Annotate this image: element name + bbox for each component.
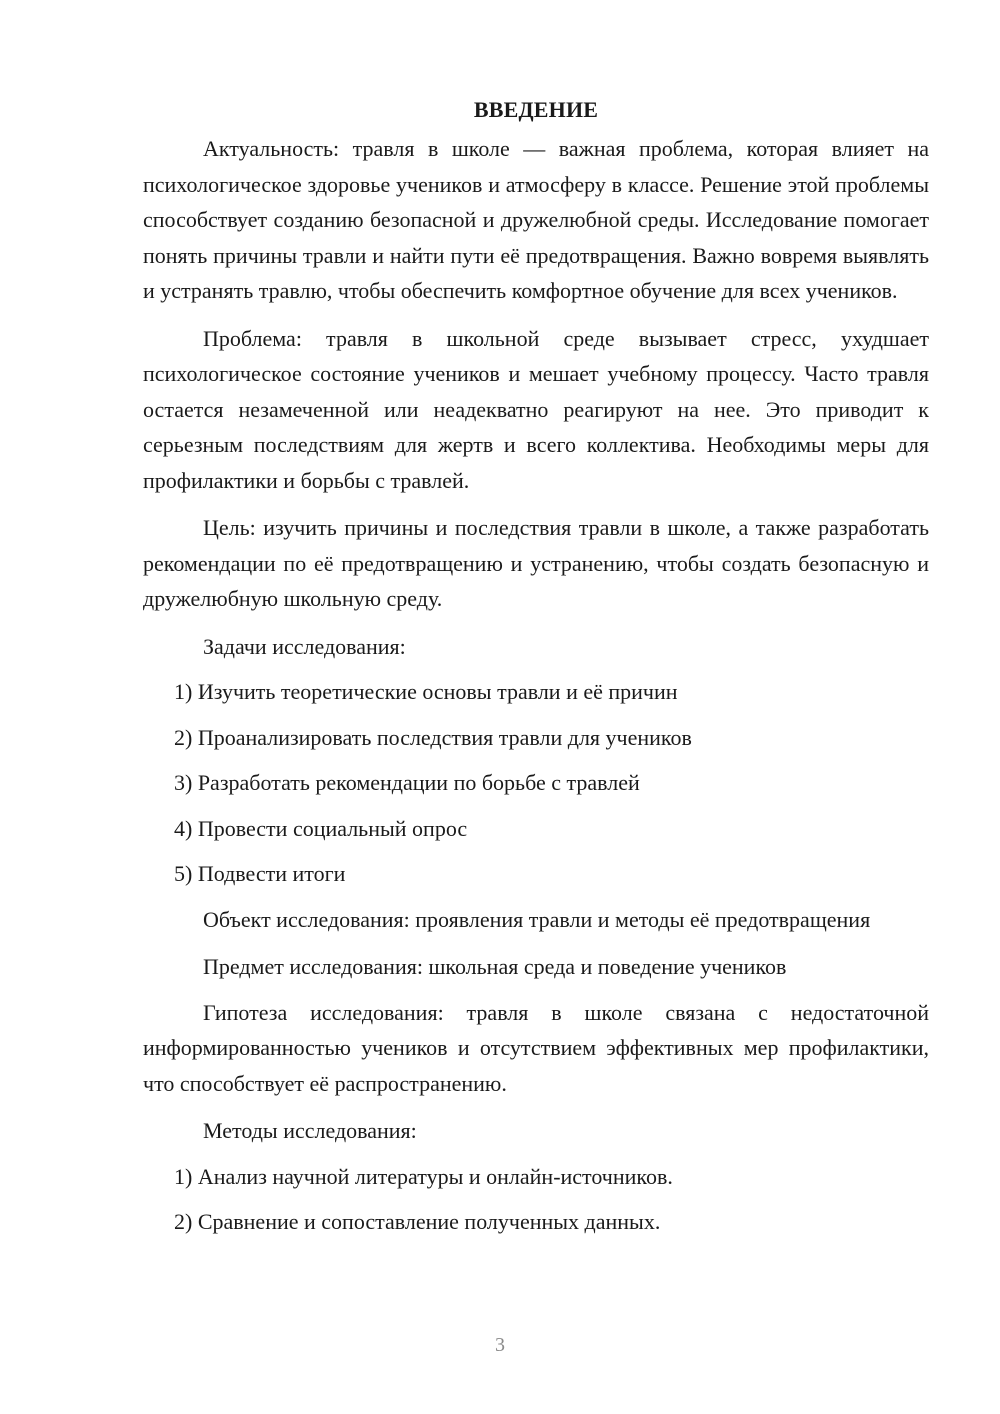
document-page: [143, 95, 929, 1250]
tasks-list: [143, 674, 929, 892]
section-title: ВВЕДЕНИЕ: [473, 97, 599, 122]
task-item: 3) Разработать рекомендации по борьбе с травлей: [174, 770, 640, 795]
relevance-paragraph: Актуальность: травля в школе — важная проблема, которая влияет на психологическое здоровье учеников и атмосферу в классе. Решение этой проблемы способствует созданию безопасной и дружелюбной среды. Исследование помогает понять причины травли и найти пути её предотвращения. Важно вовремя выявлять и устранять травлю, чтобы обеспечить комфортное обучение для всех учеников.: [143, 136, 929, 303]
problem-paragraph: Проблема: травля в школьной среде вызывает стресс, ухудшает психологическое состояние учеников и мешает учебному процессу. Часто травля остается незамеченной или неадекватно реагируют на нее. Это приводит к серьезным последствиям для жертв и всего коллектива. Необходимы меры для профилактики и борьбы с травлей.: [143, 325, 929, 493]
task-item: 2) Проанализировать последствия травли для учеников: [174, 724, 692, 750]
tasks-heading: Задачи исследования:: [203, 633, 406, 659]
task-item: 5) Подвести итоги: [174, 861, 346, 886]
hypothesis-paragraph: Гипотеза исследования: травля в школе связана с недостаточной информированностью учеников и отсутствием эффективных мер профилактики, что способствует её распространению.: [143, 999, 929, 1096]
subject-paragraph: Предмет исследования: школьная среда и поведение учеников: [203, 954, 787, 979]
task-item: 4) Провести социальный опрос: [174, 815, 468, 841]
page-number: 3: [495, 1334, 505, 1356]
methods-heading: Методы исследования:: [203, 1118, 417, 1143]
methods-list: [143, 1159, 929, 1240]
object-paragraph: Объект исследования: проявления травли и методы её предотвращения: [203, 906, 871, 932]
task-item: 1) Изучить теоретические основы травли и её причин: [174, 679, 678, 704]
method-item: 2) Сравнение и сопоставление полученных данных.: [174, 1209, 661, 1234]
method-item: 1) Анализ научной литературы и онлайн-источников.: [174, 1163, 673, 1189]
goal-paragraph: Цель: изучить причины и последствия травли в школе, а также разработать рекомендации по её предотвращению и устранению, чтобы создать безопасную и дружелюбную школьную среду.: [143, 515, 929, 611]
